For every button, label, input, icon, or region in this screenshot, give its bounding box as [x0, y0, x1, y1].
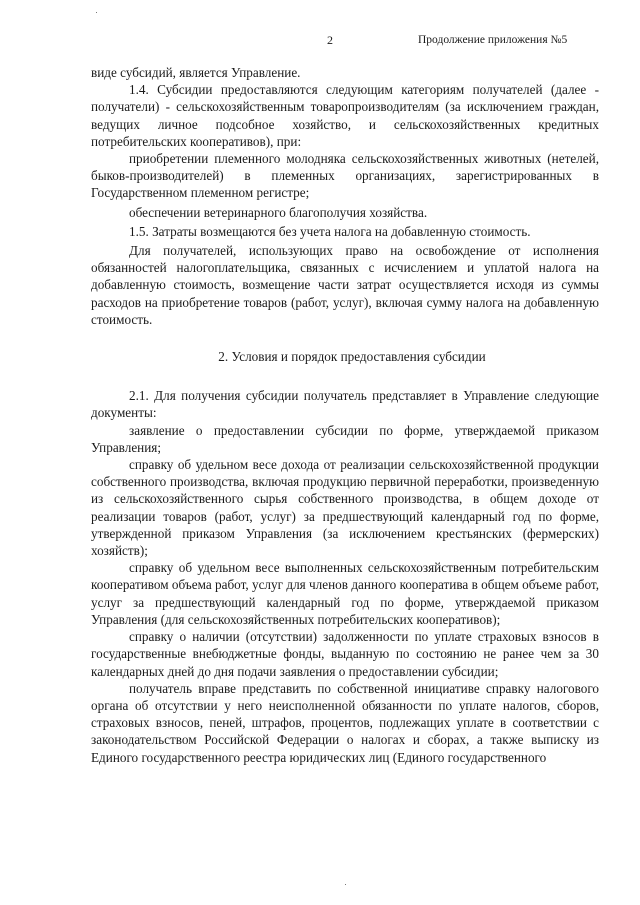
paragraph-1-4: 1.4. Субсидии предоставляются следующим категориям получателей (далее - получатели) - сельскохозяйственным товаропроизводителям (за исключением граждан, ведущих личное подсобное хозяйство, и сельскохозяйственных кредитных потребительских кооперативов), при:: [91, 82, 599, 149]
paragraph-2-1: 2.1. Для получения субсидии получатель представляет в Управление следующие документы:: [91, 388, 599, 421]
scan-speck: [96, 12, 97, 13]
paragraph-cooperative-certificate: справку об удельном весе выполненных сельскохозяйственным потребительским кооперативом объема работ, услуг для членов данного кооператива в общем объеме работ, услуг за предшествующий календарный год по форме, утверждаемой приказом Управления (для сельскохозяйственных потребительских кооперативов);: [91, 560, 599, 627]
scan-speck: [345, 884, 346, 885]
paragraph-1-5: 1.5. Затраты возмещаются без учета налога на добавленную стоимость.: [129, 223, 531, 239]
paragraph-continuation: виде субсидий, является Управление.: [91, 65, 301, 80]
page-number: 2: [327, 33, 333, 47]
section-heading: 2. Условия и порядок предоставления субсидии: [218, 349, 486, 365]
paragraph-income-certificate: справку об удельном весе дохода от реализации сельскохозяйственной продукции собственного производства, включая продукцию первичной переработки, произведенную из сельскохозяйственного сырья собственного производства, в общем доходе от реализации товаров (работ, услуг) за предшествующий календарный год по форме, утвержденной приказом Управления (за исключением крестьянских (фермерских) хозяйств);: [91, 457, 599, 559]
paragraph-application-form: заявление о предоставлении субсидии по форме, утверждаемой приказом Управления;: [91, 422, 599, 455]
document-body: [91, 64, 599, 766]
paragraph-veterinary: обеспечении ветеринарного благополучия хозяйства.: [129, 204, 428, 220]
appendix-continuation-title: Продолжение приложения №5: [418, 34, 568, 46]
paragraph-tax-certificate: получатель вправе представить по собственной инициативе справку налогового органа об отсутствии у него неисполненной обязанности по уплате налогов, сборов, страховых взносов, пеней, штрафов, процентов, подлежащих уплате в соответствии с законодательством Российской Федерации о налогах и сборах, а также выписку из Единого государственного реестра юридических лиц (Единого государственного: [91, 680, 599, 765]
paragraph-breeding-stock: приобретении племенного молодняка сельскохозяйственных животных (нетелей, быков-производителей) в племенных организациях, зарегистрированных в Государственном племенном регистре;: [91, 151, 599, 201]
paragraph-vat-exemption: Для получателей, использующих право на освобождение от исполнения обязанностей налогоплательщика, связанных с исчислением и уплатой налога на добавленную стоимость, возмещение части затрат осуществляется исходя из суммы расходов на приобретение товаров (работ, услуг), включая сумму налога на добавленную стоимость.: [91, 243, 599, 327]
paragraph-debt-certificate: справку о наличии (отсутствии) задолженности по уплате страховых взносов в государственные внебюджетные фонды, выданную по состоянию не ранее чем за 30 календарных дней до дня подачи заявления о предоставлении субсидии;: [91, 629, 599, 679]
